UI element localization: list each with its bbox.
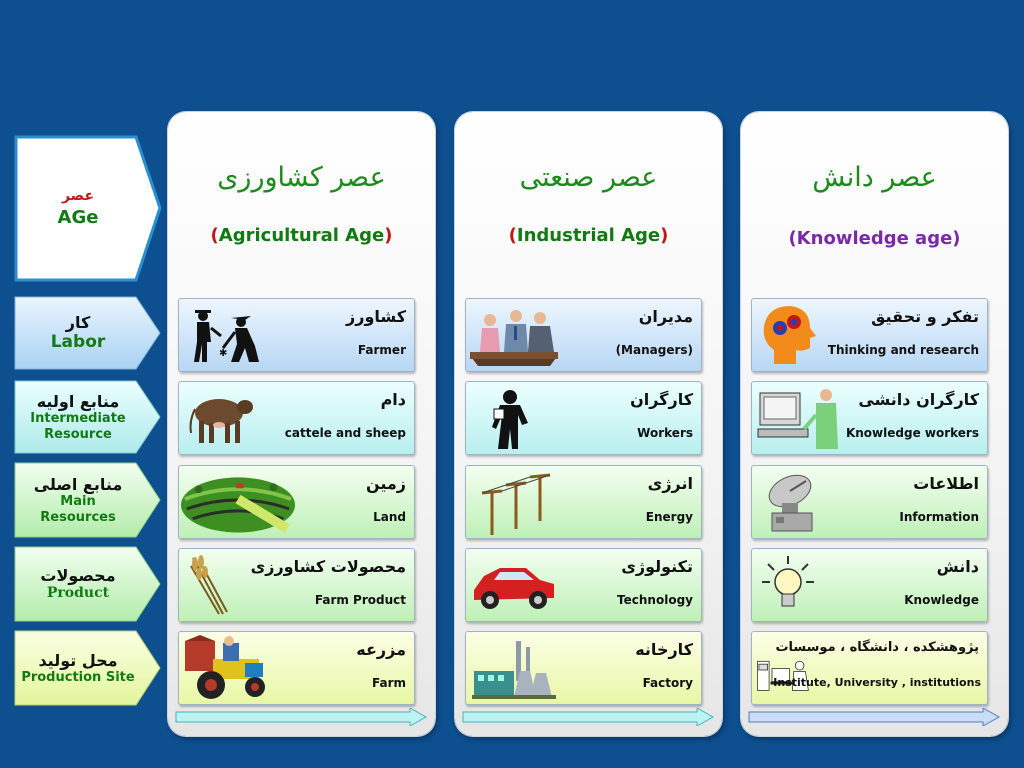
timeline-arrow-icon [747,708,1001,726]
cell-en: Knowledge [904,593,979,607]
cell-en: Workers [637,426,693,440]
timeline-arrow-icon [174,708,428,726]
cell-managers [465,298,702,372]
factory-icon [470,635,558,701]
cell-fa: اطلاعات [913,474,979,493]
cell-en: (Managers) [615,343,693,357]
cell-fa: انرژی [647,474,693,493]
cell-en: Energy [645,510,693,524]
cell-en: Land [373,510,406,524]
cell-information [751,465,988,539]
column-title: عصر دانش [812,162,937,193]
cell-factory [465,631,702,705]
cell-en: Thinking and research [827,343,979,357]
cell-fa: محصولات کشاورزی [250,557,406,576]
main-label-fa: منابع اصلی [33,474,123,494]
age-label-en: AGe [57,207,99,229]
cell-fa: تکنولوژی [621,557,693,576]
cell-thinking [751,298,988,372]
thinking-head-icon [756,302,844,368]
managers-meeting-icon [470,302,558,368]
column-agricultural [168,112,435,736]
cell-en: Farm [371,676,406,690]
main-label-en2: Resources [40,509,116,525]
timeline-arrow-icon [461,708,715,726]
cell-fa: کشاورز [346,307,406,326]
cell-fa: پژوهشکده ، دانشگاه ، موسسات [775,640,979,655]
car-icon [470,552,558,618]
column-title: عصر صنعتی [519,162,658,193]
cell-fa: مزرعه [356,640,406,659]
worker-icon [470,385,558,451]
cell-fa: کارگران [630,390,693,409]
tractor-icon [183,635,271,701]
power-poles-icon [470,469,558,535]
row-header-product [14,546,162,622]
intermediate-label-en2: Resource [44,426,112,442]
cell-en: Technology [617,593,693,607]
cell-knowledge [751,548,988,622]
satellite-dish-icon [756,469,844,535]
lightbulb-icon [756,552,844,618]
cell-workers [465,381,702,455]
row-header-main [14,462,162,538]
cell-fa: زمین [365,474,406,493]
column-subtitle: (Agricultural Age) [210,225,393,246]
cell-fa: مدیران [638,307,693,326]
row-header-age [14,135,162,282]
product-label-fa: محصولات [40,566,116,585]
site-label-fa: محل تولید [38,650,118,670]
row-header-labor [14,296,162,370]
farm-field-icon [179,469,297,535]
column-subtitle: (Industrial Age) [508,225,669,246]
row-header-intermediate [14,380,162,454]
cell-fa: کارخانه [635,640,693,659]
cell-en: Knowledge workers [845,426,979,440]
labor-label-fa: کار [65,313,91,333]
cell-fa: کارگران دانشی [858,390,979,409]
intermediate-label-fa: منابع اولیه [36,391,120,411]
cow-icon [183,385,271,451]
cell-farm-product [178,548,415,622]
cell-en: Institute, University , institutions [773,676,981,689]
cell-cattle [178,381,415,455]
cell-fa: دانش [936,557,979,576]
product-label-en: Product [46,585,110,602]
cell-technology [465,548,702,622]
cell-farm [178,631,415,705]
labor-label-en: Labor [50,332,106,353]
cell-en: Factory [642,676,693,690]
cell-energy [465,465,702,539]
farmers-icon [183,302,271,368]
column-knowledge [741,112,1008,736]
site-label-en: Production Site [21,669,135,685]
column-industrial [455,112,722,736]
cell-fa: دام [380,390,406,409]
cell-knowledge-workers [751,381,988,455]
cell-institutions [751,631,988,705]
cell-en: Farm Product [314,593,406,607]
row-header-site [14,630,162,706]
cell-farmer [178,298,415,372]
column-title: عصر کشاورزی [217,162,386,193]
cell-fa: تفکر و تحقیق [871,307,979,326]
cell-land [178,465,415,539]
age-label-fa: عصر [61,188,95,205]
intermediate-label-en1: Intermediate [30,411,126,426]
svg-text:✱: ✱ [219,348,228,359]
cell-en: cattele and sheep [284,426,406,440]
column-subtitle: (Knowledge age) [788,228,961,249]
cell-en: Farmer [357,343,406,357]
cell-en: Information [899,510,979,524]
computer-worker-icon [756,385,844,451]
main-label-en1: Main [60,494,96,509]
